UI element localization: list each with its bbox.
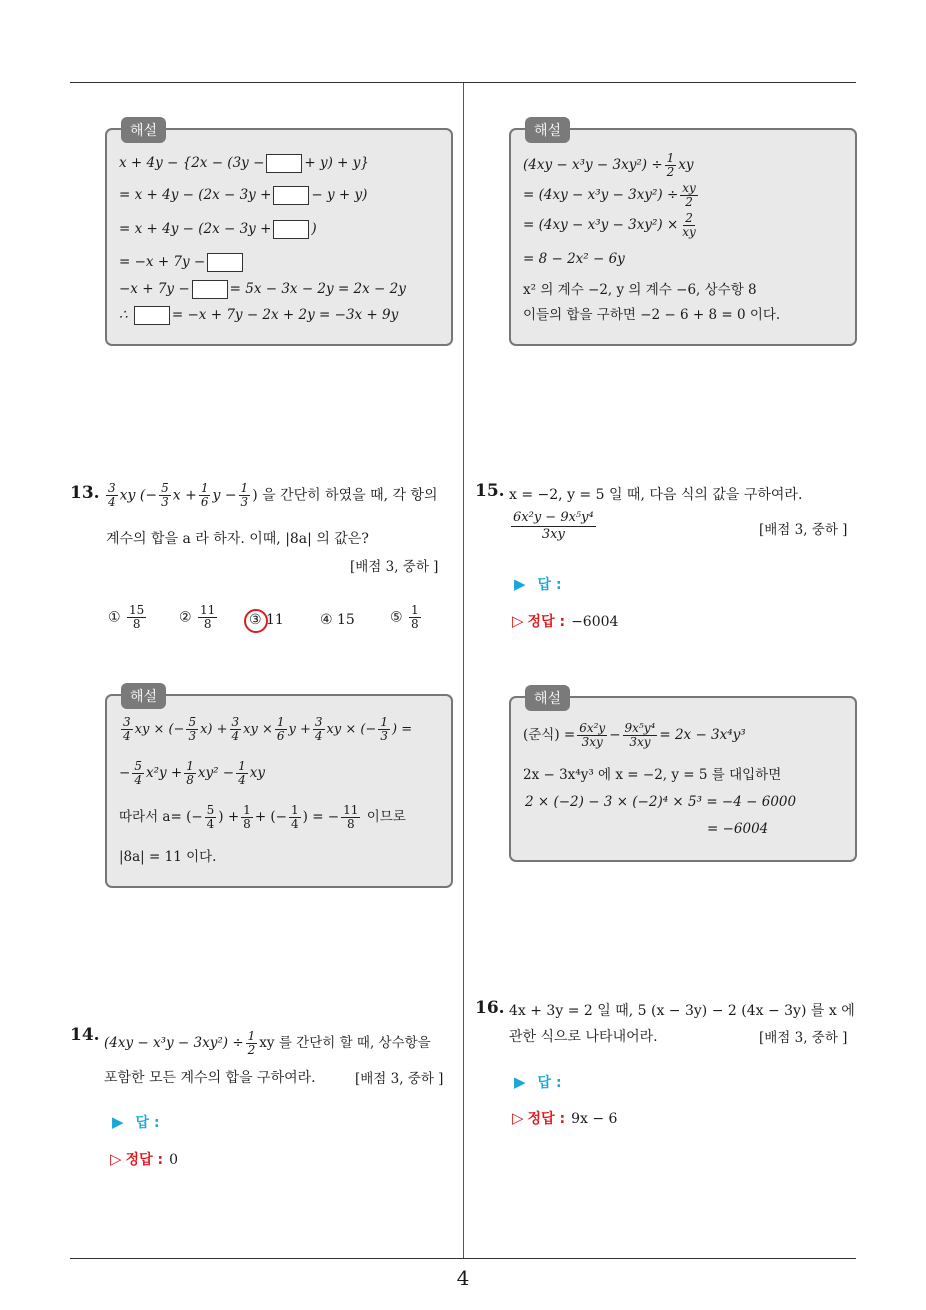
box1-line5: −x + 7y − = 5x − 3x − 2y = 2x − 2y [119,281,406,297]
question-15-answer-row[interactable]: ▶ 답 : [514,575,562,593]
box2-line1: (4xy − x³y − 3xy²) ÷ $\frac{1}{2}$ xy [523,151,694,179]
blank-box [134,306,170,325]
box2-line6: 이들의 합을 구하면 −2 − 6 + 8 = 0 이다. [523,307,781,323]
box1-line2: = x + 4y − (2x − 3y + − y + y) [119,187,368,203]
play-icon: ▶ [112,1113,124,1131]
question-16-line2: 관한 식으로 나타내어라. [509,1029,658,1045]
explanation-tag: 해설 [121,683,166,709]
box4-line4: = −6004 [707,821,769,837]
explanation-tag: 해설 [121,117,166,143]
bottom-rule [70,1258,856,1259]
box4-line1: (준식) = $\frac{\text{6x²y}}{3xy}$ − $\frac{\text{9x⁵y⁴}}{3xy}$ = 2x − 3x⁴y³ [523,721,746,749]
triangle-outline-icon: ▷ [110,1150,122,1168]
box3-line2: − $\frac{5}{4}$ x²y + $\frac{1}{8}$ xy² − $\frac{1}{4}$ xy [119,759,266,787]
question-15-number: 15. [475,481,505,501]
blank-box [273,220,309,239]
explanation-box-14 [509,123,857,346]
choice-2[interactable]: ② $\frac{11}{8}$ [179,603,216,631]
question-15-score: [배점 3, 중하 ] [759,522,848,538]
box2-line2: = (4xy − x³y − 3xy²) ÷ $\frac{xy}{2}$ [523,181,696,209]
box3-line3: 따라서 a= (− $\frac{5}{4}$ ) + $\frac{1}{8}$ + (− $\frac{1}{4}$ ) = − $\frac{11}{8}$ 이므로 [119,803,406,831]
question-15-fraction: $\frac{\text{6x²y − 9x⁵y⁴}}{3xy}$ [513,510,594,542]
box4-line3: 2 × (−2) − 3 × (−2)⁴ × 5³ = −4 − 6000 [525,794,797,810]
question-13-number: 13. [70,483,100,503]
choice-4[interactable]: ④ 15 [320,612,355,628]
blank-box [273,186,309,205]
explanation-box-13 [105,689,453,888]
box1-line1: x + 4y − {2x − (3y − + y) + y} [119,155,369,171]
question-14-number: 14. [70,1025,100,1045]
box4-line2: 2x − 3x⁴y³ 에 x = −2, y = 5 를 대입하면 [523,767,782,783]
question-14-answer-row[interactable]: ▶ 답 : [112,1113,160,1131]
explanation-tag: 해설 [525,685,570,711]
explanation-box-15 [509,691,857,862]
page-number: 4 [456,1266,470,1290]
question-16-answer-row[interactable]: ▶ 답 : [514,1073,562,1091]
question-14-line2: 포함한 모든 계수의 합을 구하여라. [104,1070,316,1086]
question-16-correct-row: ▷ 정답 : 9x − 6 [512,1109,618,1127]
question-14-line1: (4xy − x³y − 3xy²) ÷ $\frac{1}{2}$ xy 를 간단히 할 때, 상수항을 [104,1029,431,1057]
explanation-box-12 [105,123,453,346]
box2-line5: x² 의 계수 −2, y 의 계수 −6, 상수항 8 [523,282,757,298]
question-16-line1: 4x + 3y = 2 일 때, 5 (x − 3y) − 2 (4x − 3y) 를 x 에 [509,1003,855,1019]
play-icon: ▶ [514,1073,526,1091]
box3-line4: |8a| = 11 이다. [119,849,217,865]
box3-line1: $\frac{3}{4}$ xy × (− $\frac{5}{3}$ x) + $\frac{3}{4}$ xy × $\frac{1}{6}$ y + $\frac{3}{4}$ xy × (− $\frac{1}{3}$ ) = [123,715,413,743]
box2-line3: = (4xy − x³y − 3xy²) × $\frac{2}{xy}$ [523,211,696,239]
box1-line3: = x + 4y − (2x − 3y + ) [119,221,317,237]
blank-box [192,280,228,299]
triangle-outline-icon: ▷ [512,612,524,630]
blank-box [207,253,243,272]
column-divider [463,83,464,1259]
choice-5[interactable]: ⑤ $\frac{1}{8}$ [390,603,419,631]
question-13-score: [배점 3, 중하 ] [350,559,439,575]
question-13-line1: $\frac{3}{4}$ xy (− $\frac{5}{3}$ x + $\frac{1}{6}$ y − $\frac{1}{3}$ ) 을 간단히 하였을 때, 각 항의 [108,481,438,509]
question-16-score: [배점 3, 중하 ] [759,1030,848,1046]
box1-line4: = −x + 7y − [119,253,245,272]
explanation-tag: 해설 [525,117,570,143]
box2-line4: = 8 − 2x² − 6y [523,251,625,267]
choice-1[interactable]: ① $\frac{15}{8}$ [108,603,145,631]
blank-box [266,154,302,173]
play-icon: ▶ [514,575,526,593]
question-14-correct-row: ▷ 정답 : 0 [110,1150,178,1168]
question-15-correct-row: ▷ 정답 : −6004 [512,612,619,630]
question-15-line1: x = −2, y = 5 일 때, 다음 식의 값을 구하여라. [509,487,803,503]
question-16-number: 16. [475,998,505,1018]
triangle-outline-icon: ▷ [512,1109,524,1127]
question-13-line2: 계수의 합을 a 라 하자. 이때, |8a| 의 값은? [106,531,369,547]
choice-3[interactable]: ③ 11 [249,612,284,628]
question-14-score: [배점 3, 중하 ] [355,1071,444,1087]
box1-line6: ∴ = −x + 7y − 2x + 2y = −3x + 9y [119,307,399,323]
